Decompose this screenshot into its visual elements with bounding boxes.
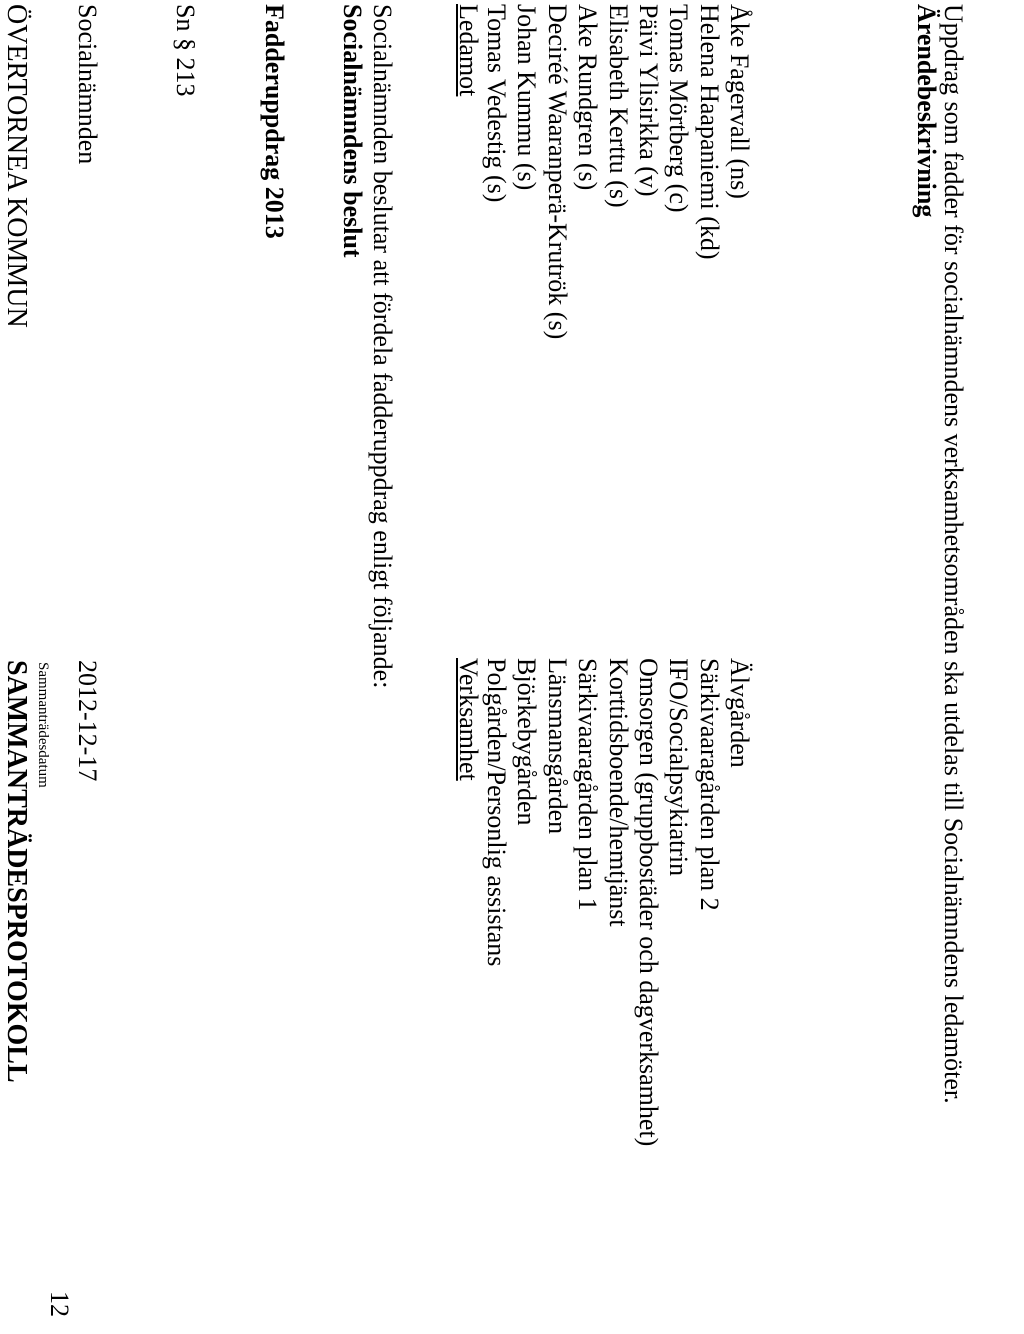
member-name: Åke Fagervall (ns): [725, 4, 755, 199]
member-name: Helena Haapaniemi (kd): [694, 4, 724, 260]
decision-text: Socialnämnden beslutar att fördela fadderuppdrag enligt följande:: [368, 4, 397, 689]
decision-heading: Socialnämndens beslut: [338, 4, 367, 258]
unit-name: Björkebygården: [512, 658, 542, 826]
paragraph-reference: Sn § 213: [171, 4, 200, 97]
committee-name: Socialnämnden: [73, 4, 102, 165]
background-text: Uppdrag som fadder för socialnämndens verksamhetsområden ska utdelas till Socialnämndens ledamöter.: [939, 4, 968, 1104]
section-title: Fadderuppdrag 2013: [260, 4, 289, 239]
unit-name: Särkivaaragården plan 2: [694, 658, 724, 911]
meeting-date: 2012-12-17: [73, 660, 102, 782]
unit-name: Korttidsboende/hemtjänst: [603, 658, 633, 927]
meeting-date-label: Sammanträdesdatum: [35, 662, 51, 788]
member-name: Päivi Ylisirkka (v): [634, 4, 663, 197]
member-name: Ake Rundgren (s): [573, 4, 603, 191]
member-name: Tomas Vedestig (s): [482, 4, 511, 203]
municipality-name: ÖVERTORNEA KOMMUN: [1, 4, 32, 328]
member-name: Elisabeth Kerttu (s): [603, 4, 633, 208]
unit-column-header: Verksamhet: [454, 658, 483, 781]
unit-name: Omsorgen (gruppbostäder och dagverksamhet): [634, 658, 663, 1147]
background-heading: Ärendebeskrivning: [912, 4, 941, 218]
member-name: Johan Kummu (s): [512, 4, 542, 191]
page-number: 12: [45, 1291, 74, 1317]
member-name: Tomas Mörtberg (c): [664, 4, 694, 213]
unit-name: IFO/Socialpsykiatrin: [664, 658, 694, 877]
unit-name: Polgården/Personlig assistans: [482, 658, 511, 967]
member-column-header: Ledamot: [454, 4, 483, 97]
unit-name: Älvgården: [725, 658, 755, 768]
document-type: SAMMANTRÄDESPROTOKOLL: [1, 660, 32, 1083]
member-name: Deciréé Waaranperä-Krutrök (s): [542, 4, 572, 340]
unit-name: Länsmansgården: [542, 658, 572, 835]
unit-name: Särkivaaragården plan 1: [573, 658, 603, 911]
